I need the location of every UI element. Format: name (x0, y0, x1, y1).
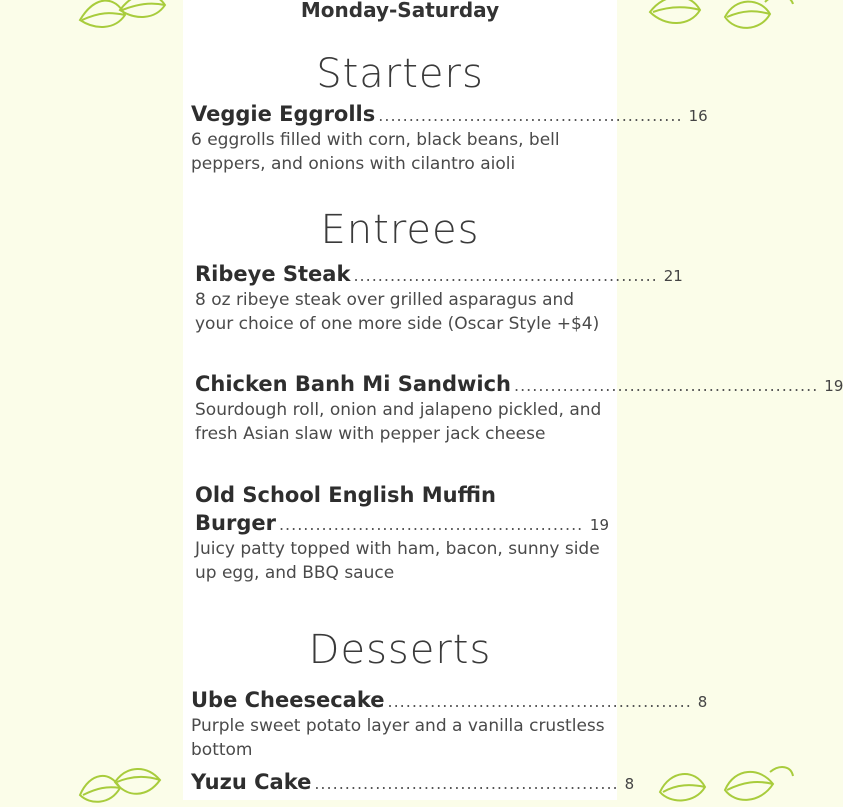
item-name: Veggie Eggrolls (191, 102, 376, 126)
dot-leader: .................................................. (378, 106, 683, 125)
item-description: Sourdough roll, onion and jalapeno pickled, and fresh Asian slaw with pepper jack cheese (195, 400, 602, 444)
item-name-line2: Burger (195, 511, 276, 535)
item-price: 19 (589, 516, 609, 534)
menu-item-yuzu-cake (191, 768, 635, 796)
item-description: Juicy patty topped with ham, bacon, sunny side up egg, and BBQ sauce (195, 539, 600, 583)
leaf-illustration-bottom-right-icon (655, 762, 795, 807)
item-name: Ube Cheesecake (191, 688, 385, 712)
item-price: 19 (824, 377, 843, 395)
item-price: 8 (624, 775, 635, 793)
menu-item-english-muffin-burger (195, 481, 609, 585)
item-price: 16 (688, 107, 708, 125)
section-title-entrees: Entrees (320, 207, 480, 253)
dot-leader: .................................................. (513, 376, 819, 395)
leaf-illustration-top-left-icon (70, 0, 170, 35)
menu-item-ribeye-steak (195, 260, 683, 336)
menu-item-veggie-eggrolls (191, 100, 708, 176)
dot-leader: .................................................. (353, 266, 658, 285)
hours-subtitle: Monday-Saturday (300, 0, 500, 22)
section-title-starters: Starters (316, 51, 484, 97)
menu-item-chicken-banh-mi (195, 370, 843, 446)
item-name: Chicken Banh Mi Sandwich (195, 372, 511, 396)
dot-leader: .................................................. (387, 692, 692, 711)
item-description: 8 oz ribeye steak over grilled asparagus and your choice of one more side (Oscar Style +$4) (195, 290, 600, 334)
item-price: 8 (697, 693, 708, 711)
leaf-illustration-top-right-icon (645, 0, 795, 37)
dot-leader: .................................................. (278, 515, 584, 534)
item-name: Yuzu Cake (191, 770, 312, 794)
item-name-line1: Old School English Muffin (195, 483, 496, 507)
dot-leader: .................................................. (314, 774, 619, 793)
item-name: Ribeye Steak (195, 262, 351, 286)
item-description: Purple sweet potato layer and a vanilla crustless bottom (191, 716, 605, 760)
item-price: 21 (663, 267, 683, 285)
leaf-illustration-bottom-left-icon (75, 760, 165, 805)
section-title-desserts: Desserts (308, 627, 492, 673)
menu-item-ube-cheesecake (191, 686, 708, 762)
item-description: 6 eggrolls filled with corn, black beans, bell peppers, and onions with cilantro aioli (191, 130, 560, 174)
